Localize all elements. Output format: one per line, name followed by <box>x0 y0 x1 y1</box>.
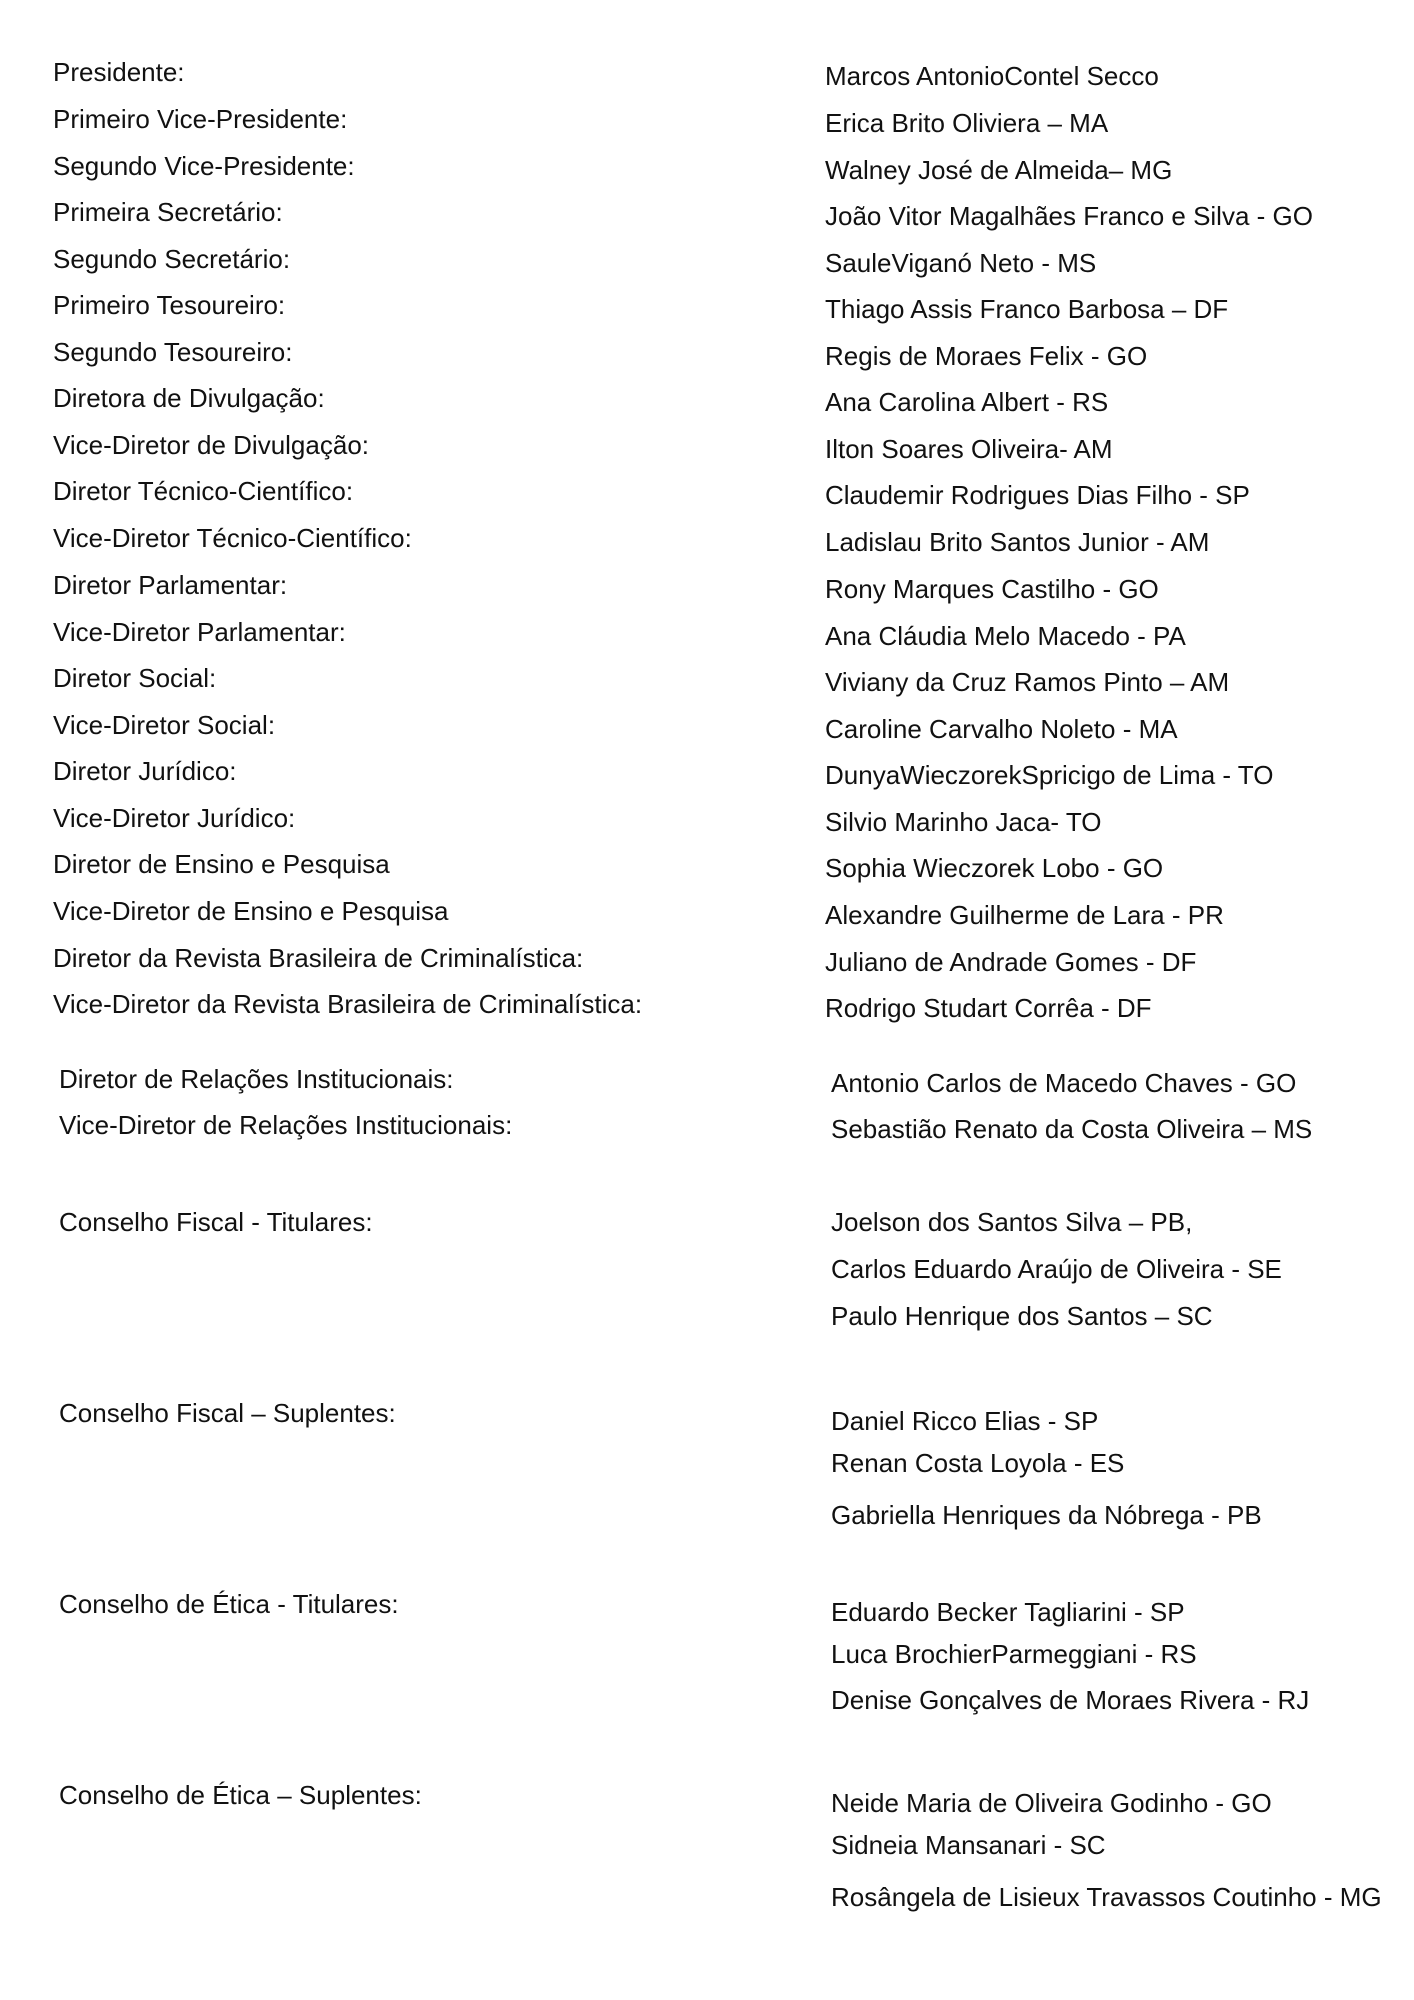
member-name: Renan Costa Loyola - ES <box>831 1448 1125 1478</box>
role-label: Vice-Diretor de Ensino e Pesquisa <box>53 896 449 926</box>
board-row <box>0 518 1414 558</box>
member-name: Ana Cláudia Melo Macedo - PA <box>825 621 1186 651</box>
member-name: Rony Marques Castilho - GO <box>825 574 1159 604</box>
member-name: Claudemir Rodrigues Dias Filho - SP <box>825 480 1250 510</box>
role-label: Primeiro Tesoureiro: <box>53 290 286 320</box>
member-name: DunyaWieczorekSpricigo de Lima - TO <box>825 760 1274 790</box>
role-label: Segundo Tesoureiro: <box>53 337 293 367</box>
member-name: Viviany da Cruz Ramos Pinto – AM <box>825 667 1230 697</box>
role-label: Diretor da Revista Brasileira de Criminalística: <box>53 943 584 973</box>
member-name: Sidneia Mansanari - SC <box>831 1830 1106 1860</box>
member-name: Paulo Henrique dos Santos – SC <box>831 1301 1213 1331</box>
board-row <box>0 425 1414 465</box>
council-title: Conselho Fiscal – Suplentes: <box>59 1398 396 1428</box>
board-row <box>0 239 1414 279</box>
member-name: Alexandre Guilherme de Lara - PR <box>825 900 1224 930</box>
member-name: Ilton Soares Oliveira- AM <box>825 434 1113 464</box>
council-title: Conselho Fiscal - Titulares: <box>59 1207 373 1237</box>
board-row <box>0 192 1414 232</box>
member-name: Neide Maria de Oliveira Godinho - GO <box>831 1788 1272 1818</box>
board-row <box>0 146 1414 186</box>
role-label: Vice-Diretor Técnico-Científico: <box>53 523 412 553</box>
member-name: Joelson dos Santos Silva – PB, <box>831 1207 1193 1237</box>
role-label: Diretor Social: <box>53 663 217 693</box>
role-label: Vice-Diretor de Divulgação: <box>53 430 369 460</box>
board-row <box>0 285 1414 325</box>
member-name: Juliano de Andrade Gomes - DF <box>825 947 1197 977</box>
role-label: Vice-Diretor Jurídico: <box>53 803 296 833</box>
council-title: Conselho de Ética - Titulares: <box>59 1589 399 1619</box>
council-title: Conselho de Ética – Suplentes: <box>59 1780 422 1810</box>
role-label: Diretora de Divulgação: <box>53 383 325 413</box>
member-name: Regis de Moraes Felix - GO <box>825 341 1148 371</box>
member-name: SauleViganó Neto - MS <box>825 248 1097 278</box>
board-row <box>0 751 1414 791</box>
board-row-president <box>0 52 1414 92</box>
institutional-row <box>0 1059 1414 1099</box>
member-name: Erica Brito Oliviera – MA <box>825 108 1109 138</box>
member-name: Daniel Ricco Elias - SP <box>831 1406 1099 1436</box>
member-name: Silvio Marinho Jaca- TO <box>825 807 1102 837</box>
member-name: Denise Gonçalves de Moraes Rivera - RJ <box>831 1685 1310 1715</box>
board-row <box>0 938 1414 978</box>
member-name: Luca BrochierParmeggiani - RS <box>831 1639 1197 1669</box>
member-name: João Vitor Magalhães Franco e Silva - GO <box>825 201 1313 231</box>
board-row <box>0 378 1414 418</box>
role-label: Vice-Diretor de Relações Institucionais: <box>59 1110 513 1140</box>
member-name: Gabriella Henriques da Nóbrega - PB <box>831 1500 1262 1530</box>
role-label: Diretor Parlamentar: <box>53 570 288 600</box>
role-label: Primeiro Vice-Presidente: <box>53 104 348 134</box>
board-row <box>0 705 1414 745</box>
role-label: Vice-Diretor da Revista Brasileira de Criminalística: <box>53 989 643 1019</box>
member-name: Ladislau Brito Santos Junior - AM <box>825 527 1210 557</box>
member-name: Thiago Assis Franco Barbosa – DF <box>825 294 1229 324</box>
member-name: Carlos Eduardo Araújo de Oliveira - SE <box>831 1254 1282 1284</box>
board-row <box>0 844 1414 884</box>
role-label: Diretor de Relações Institucionais: <box>59 1064 454 1094</box>
institutional-row <box>0 1105 1414 1145</box>
member-name: Ana Carolina Albert - RS <box>825 387 1109 417</box>
board-row <box>0 99 1414 139</box>
board-row <box>0 891 1414 931</box>
member-name: Walney José de Almeida– MG <box>825 155 1173 185</box>
role-label: Diretor de Ensino e Pesquisa <box>53 849 390 879</box>
board-row <box>0 658 1414 698</box>
role-label: Segundo Vice-Presidente: <box>53 151 355 181</box>
member-name: Eduardo Becker Tagliarini - SP <box>831 1597 1185 1627</box>
role-label: Segundo Secretário: <box>53 244 291 274</box>
member-name: Marcos AntonioContel Secco <box>825 61 1159 91</box>
member-name: Sebastião Renato da Costa Oliveira – MS <box>831 1114 1313 1144</box>
member-name: Sophia Wieczorek Lobo - GO <box>825 853 1164 883</box>
board-row <box>0 984 1414 1024</box>
role-label: Diretor Jurídico: <box>53 756 237 786</box>
role-label: Vice-Diretor Social: <box>53 710 276 740</box>
member-name: Rosângela de Lisieux Travassos Coutinho - MG <box>831 1882 1382 1912</box>
role-label: Diretor Técnico-Científico: <box>53 476 354 506</box>
board-row <box>0 471 1414 511</box>
member-name: Caroline Carvalho Noleto - MA <box>825 714 1178 744</box>
role-label: Vice-Diretor Parlamentar: <box>53 617 346 647</box>
board-row <box>0 798 1414 838</box>
role-label: Presidente: <box>53 57 185 87</box>
board-row <box>0 332 1414 372</box>
board-row <box>0 565 1414 605</box>
member-name: Rodrigo Studart Corrêa - DF <box>825 993 1152 1023</box>
role-label: Primeira Secretário: <box>53 197 283 227</box>
member-name: Antonio Carlos de Macedo Chaves - GO <box>831 1068 1297 1098</box>
board-row <box>0 612 1414 652</box>
